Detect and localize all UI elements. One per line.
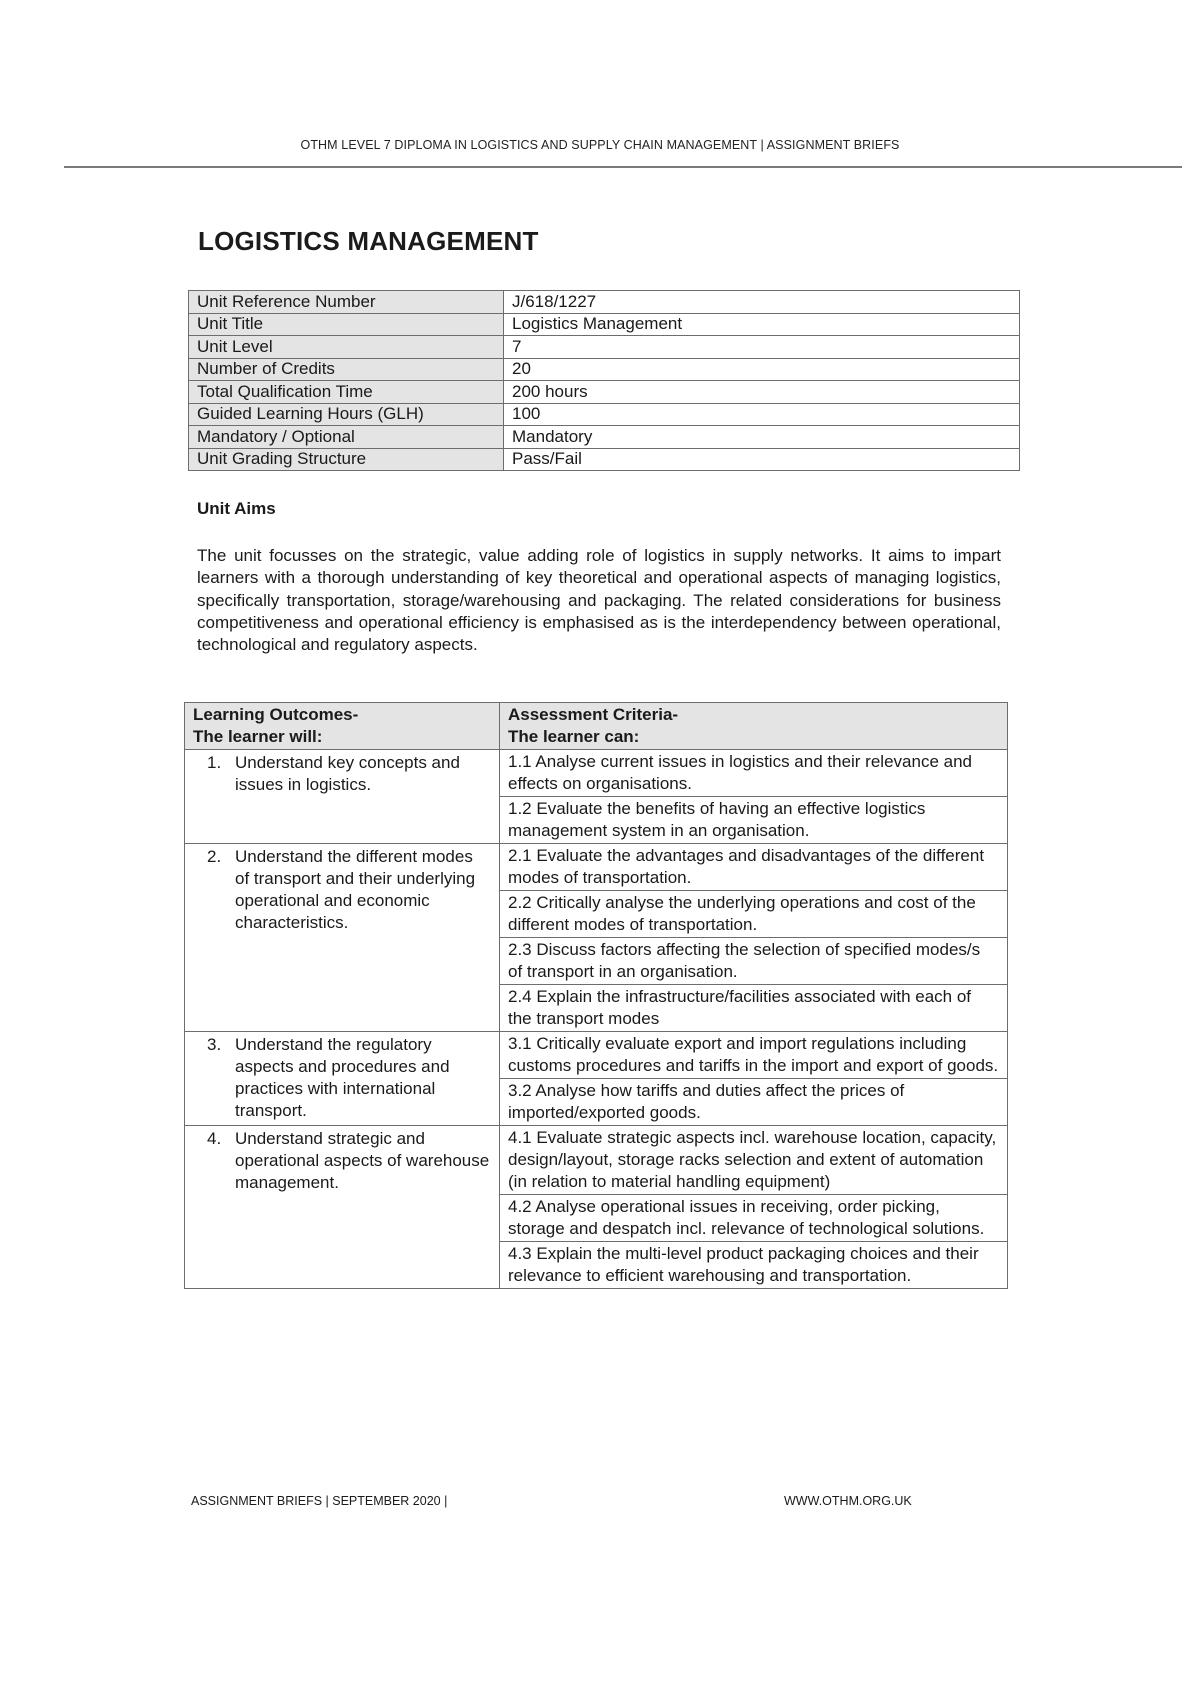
assessment-criteria-header-line2: The learner can: (508, 727, 640, 746)
unit-info-label: Guided Learning Hours (GLH) (189, 403, 504, 426)
unit-info-row (189, 336, 1020, 359)
header-divider (64, 166, 1182, 168)
unit-info-value: Mandatory (504, 426, 1020, 449)
learning-outcome-number: 4. (207, 1129, 222, 1148)
unit-info-value: J/618/1227 (504, 291, 1020, 314)
unit-info-row (189, 313, 1020, 336)
assessment-criterion: 2.4 Explain the infrastructure/facilities associated with each of the transport modes (500, 985, 1008, 1032)
outcomes-header-row (185, 703, 1008, 750)
unit-info-row (189, 381, 1020, 404)
unit-info-label: Total Qualification Time (189, 381, 504, 404)
assessment-criterion: 4.2 Analyse operational issues in receiving, order picking, storage and despatch incl. relevance of technological solutions. (500, 1195, 1008, 1242)
unit-info-row (189, 291, 1020, 314)
unit-aims-text: The unit focusses on the strategic, value adding role of logistics in supply networks. It aims to impart learners with a thorough understanding of key theoretical and operational aspects of managing logistics, specifically transportation, storage/warehousing and packaging. The related considerations for business competitiveness and operational efficiency is emphasised as is the interdependency between operational, technological and regulatory aspects. (197, 546, 1001, 655)
unit-info-label: Mandatory / Optional (189, 426, 504, 449)
outcome-row (185, 750, 1008, 797)
assessment-criterion: 4.3 Explain the multi-level product packaging choices and their relevance to efficient warehousing and transportation. (500, 1242, 1008, 1289)
assessment-criteria-header-line1: Assessment Criteria- (508, 705, 679, 724)
assessment-criterion: 1.1 Analyse current issues in logistics and their relevance and effects on organisations. (500, 750, 1008, 797)
assessment-criterion: 3.2 Analyse how tariffs and duties affect the prices of imported/exported goods. (500, 1079, 1008, 1126)
unit-info-label: Unit Level (189, 336, 504, 359)
unit-info-label: Unit Reference Number (189, 291, 504, 314)
unit-info-value: 20 (504, 358, 1020, 381)
assessment-criterion: 2.1 Evaluate the advantages and disadvantages of the different modes of transportation. (500, 844, 1008, 891)
learning-outcome-text: Understand the regulatory aspects and procedures and practices with international transport. (235, 1035, 450, 1120)
assessment-criteria-header (500, 703, 1008, 750)
unit-info-label: Number of Credits (189, 358, 504, 381)
unit-info-row (189, 426, 1020, 449)
unit-info-value: 200 hours (504, 381, 1020, 404)
learning-outcome-cell (185, 844, 500, 1032)
unit-aims-heading: Unit Aims (197, 499, 276, 518)
footer-left: ASSIGNMENT BRIEFS | SEPTEMBER 2020 | (191, 1494, 448, 1508)
unit-info-label: Unit Title (189, 313, 504, 336)
assessment-criterion: 2.2 Critically analyse the underlying operations and cost of the different modes of transportation. (500, 891, 1008, 938)
learning-outcomes-header-line2: The learner will: (193, 727, 323, 746)
learning-outcomes-table (184, 702, 1008, 1289)
outcome-row (185, 1126, 1008, 1195)
unit-info-value: Pass/Fail (504, 448, 1020, 471)
assessment-criterion: 2.3 Discuss factors affecting the selection of specified modes/s of transport in an organisation. (500, 938, 1008, 985)
unit-info-value: Logistics Management (504, 313, 1020, 336)
learning-outcomes-header (185, 703, 500, 750)
assessment-criterion: 3.1 Critically evaluate export and import regulations including customs procedures and tariffs in the import and export of goods. (500, 1032, 1008, 1079)
learning-outcome-cell (185, 750, 500, 844)
unit-info-row (189, 448, 1020, 471)
learning-outcome-text: Understand the different modes of transport and their underlying operational and economic characteristics. (235, 847, 476, 932)
learning-outcome-number: 3. (207, 1035, 222, 1054)
unit-info-row (189, 403, 1020, 426)
unit-info-row (189, 358, 1020, 381)
unit-info-value: 7 (504, 336, 1020, 359)
outcome-row (185, 1032, 1008, 1079)
unit-info-label: Unit Grading Structure (189, 448, 504, 471)
unit-info-value: 100 (504, 403, 1020, 426)
page-header: OTHM LEVEL 7 DIPLOMA IN LOGISTICS AND SUPPLY CHAIN MANAGEMENT | ASSIGNMENT BRIEFS (300, 138, 900, 152)
learning-outcome-text: Understand strategic and operational aspects of warehouse management. (235, 1129, 490, 1192)
learning-outcome-cell (185, 1032, 500, 1126)
page-title: LOGISTICS MANAGEMENT (198, 226, 539, 256)
unit-info-table (188, 290, 1020, 471)
assessment-criterion: 4.1 Evaluate strategic aspects incl. warehouse location, capacity, design/layout, storage racks selection and extent of automation (in relation to material handling equipment) (500, 1126, 1008, 1195)
learning-outcomes-header-line1: Learning Outcomes- (193, 705, 359, 724)
footer-website: WWW.OTHM.ORG.UK (784, 1494, 912, 1508)
learning-outcome-text: Understand key concepts and issues in logistics. (235, 753, 460, 794)
outcome-row (185, 844, 1008, 891)
learning-outcome-number: 2. (207, 847, 222, 866)
learning-outcome-cell (185, 1126, 500, 1289)
assessment-criterion: 1.2 Evaluate the benefits of having an effective logistics management system in an organisation. (500, 797, 1008, 844)
learning-outcome-number: 1. (207, 753, 222, 772)
